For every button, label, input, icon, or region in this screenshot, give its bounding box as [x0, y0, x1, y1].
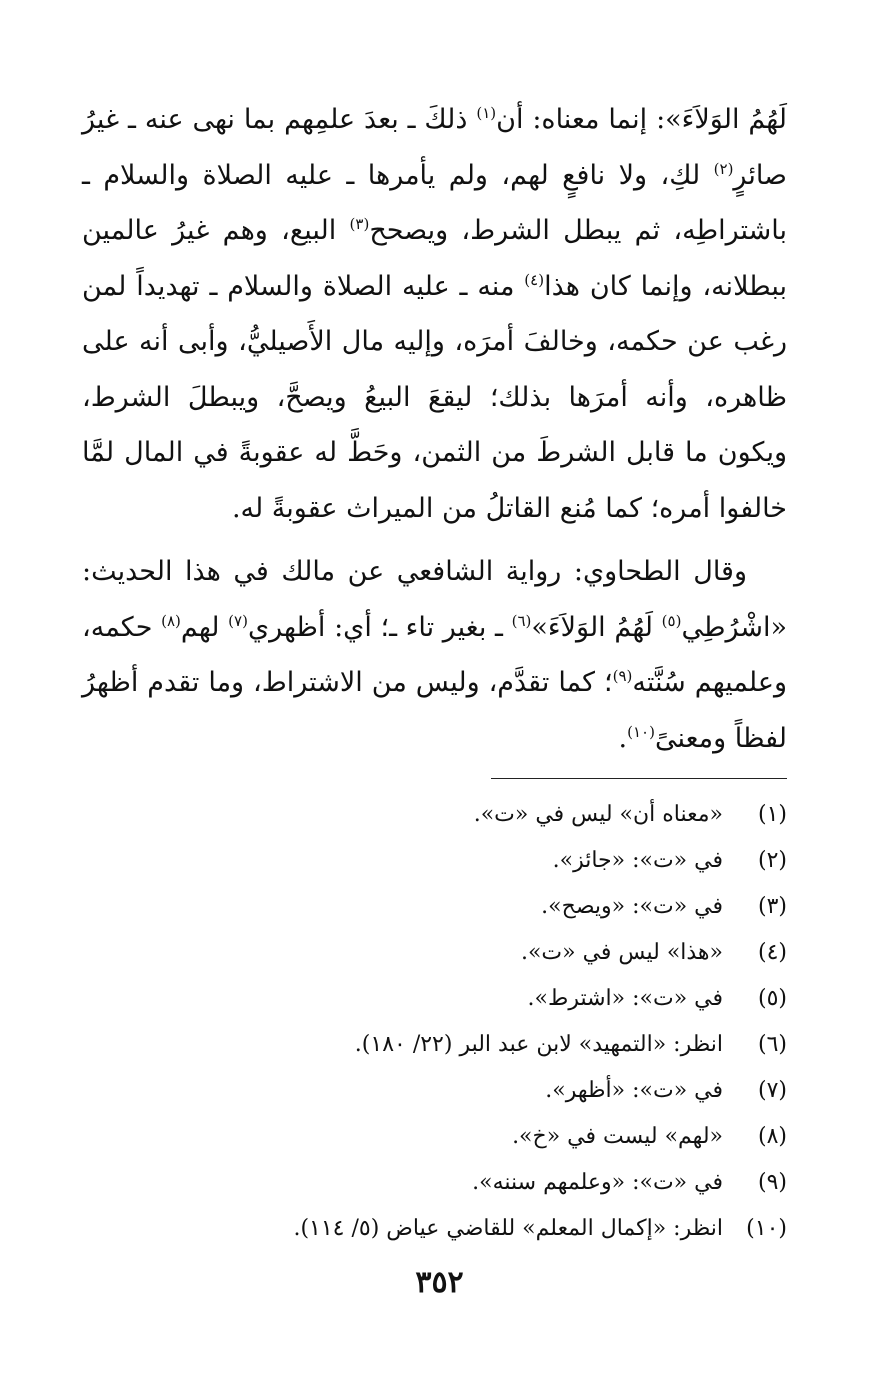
- footnote-text: «معناه أن» ليس في «ت».: [473, 802, 723, 827]
- footnote-number: (٤): [757, 940, 787, 965]
- footnote-9: [82, 1160, 787, 1206]
- footnote-marker-4: (٤): [524, 270, 545, 289]
- footnote-7: [82, 1068, 787, 1114]
- footnote-text: في «ت»: «وعلمهم سننه».: [472, 1170, 723, 1195]
- footnote-number: (٥): [757, 986, 787, 1011]
- footnote-5: [82, 976, 787, 1022]
- footnote-number: (٩): [757, 1170, 787, 1195]
- footnote-number: (٨): [757, 1124, 787, 1149]
- text-run: لَهُمُ الوَلاَءَ»: [531, 611, 662, 643]
- footnote-text: «لهم» ليست في «خ».: [512, 1124, 723, 1149]
- footnote-number: (١٠): [746, 1216, 787, 1241]
- text-run: لَهُمُ الوَلاَءَ»: إنما معناه: أن: [496, 104, 787, 135]
- text-run: لكِ، ولا نافعٍ لهم، ولم يأمرها ـ عليه الصلاة والسلام ـ باشتراطِه، ثم يبطل الشرط، ويصحح: [82, 159, 787, 246]
- text-run: ذلكَ ـ بعدَ علمِهم بما نهى عنه ـ غيرُ صائرٍ: [82, 104, 787, 191]
- footnote-number: (٣): [757, 894, 787, 919]
- footnote-marker-7: (٧): [228, 611, 248, 630]
- footnote-text: «هذا» ليس في «ت».: [520, 940, 723, 965]
- footnote-text: في «ت»: «ويصح».: [541, 894, 723, 919]
- footnote-8: [82, 1114, 787, 1160]
- footnote-marker-10: (١٠): [627, 722, 655, 741]
- footnote-marker-2: (٢): [713, 159, 734, 178]
- footnote-text: انظر: «إكمال المعلم» للقاضي عياض (٥/ ١١٤).: [293, 1216, 723, 1241]
- footnote-2: [82, 838, 787, 884]
- footnote-text: في «ت»: «جائز».: [552, 848, 723, 873]
- footnote-text: في «ت»: «أظهر».: [545, 1078, 723, 1103]
- footnote-marker-9: (٩): [612, 667, 633, 685]
- text-run: ـ بغير تاء ـ؛ أي: أظهري: [247, 611, 512, 643]
- footnote-4: [82, 930, 787, 976]
- footnote-marker-1: (١): [476, 104, 497, 122]
- page-number: ٣٥٢: [415, 1265, 464, 1300]
- text-run: ؛ كما تقدَّم، وليس من الاشتراط، وما تقدم أظهرُ لفظاً ومعنىً: [82, 667, 787, 754]
- footnote-marker-3: (٣): [349, 215, 370, 233]
- footnote-1: [82, 792, 787, 838]
- footnote-3: [82, 884, 787, 930]
- footnote-text: انظر: «التمهيد» لابن عبد البر (٢٢/ ١٨٠).: [354, 1032, 723, 1057]
- text-run: منه ـ عليه الصلاة والسلام ـ تهديداً لمن رغب عن حكمه، وخالفَ أمرَه، وإليه مال الأَصيليُّ، وأبى أنه على ظاهره، وأنه أمرَها بذلك؛ ليقعَ البيعُ ويصحَّ، ويبطلَ الشرط، ويكون ما قابل الشرطَ من الثمن، وحَطَّ له عقوبةً في المال لمَّا خالفوا أمره؛ كما مُنع القاتلُ من الميراث عقوبةً له.: [82, 270, 787, 524]
- text-run: حكمه، وعلميهم سُنَّته: [82, 611, 787, 698]
- text-run: وقال الطحاوي: رواية الشافعي عن مالك في هذا الحديث: «اشْرُطِي: [82, 556, 787, 643]
- footnote-divider: [491, 778, 787, 779]
- footnote-marker-5: (٥): [661, 611, 682, 630]
- footnote-marker-8: (٨): [161, 611, 181, 630]
- footnote-number: (٧): [757, 1078, 787, 1103]
- footnote-number: (٦): [757, 1032, 787, 1057]
- footnote-text: في «ت»: «اشترط».: [527, 986, 723, 1011]
- paragraph-2: [82, 544, 787, 766]
- footnote-10: [82, 1206, 787, 1252]
- main-text: [82, 92, 787, 766]
- footnote-marker-6: (٦): [511, 611, 532, 630]
- text-run: البيع، وهم غيرُ عالمين ببطلانه، وإنما كان هذا: [82, 215, 787, 302]
- footnote-number: (١): [757, 802, 787, 827]
- footnote-number: (٢): [757, 848, 787, 873]
- footnote-6: [82, 1022, 787, 1068]
- paragraph-1: [82, 92, 787, 536]
- text-run: .: [618, 722, 628, 754]
- footnotes-list: [82, 792, 787, 1252]
- text-run: لهم: [180, 611, 229, 643]
